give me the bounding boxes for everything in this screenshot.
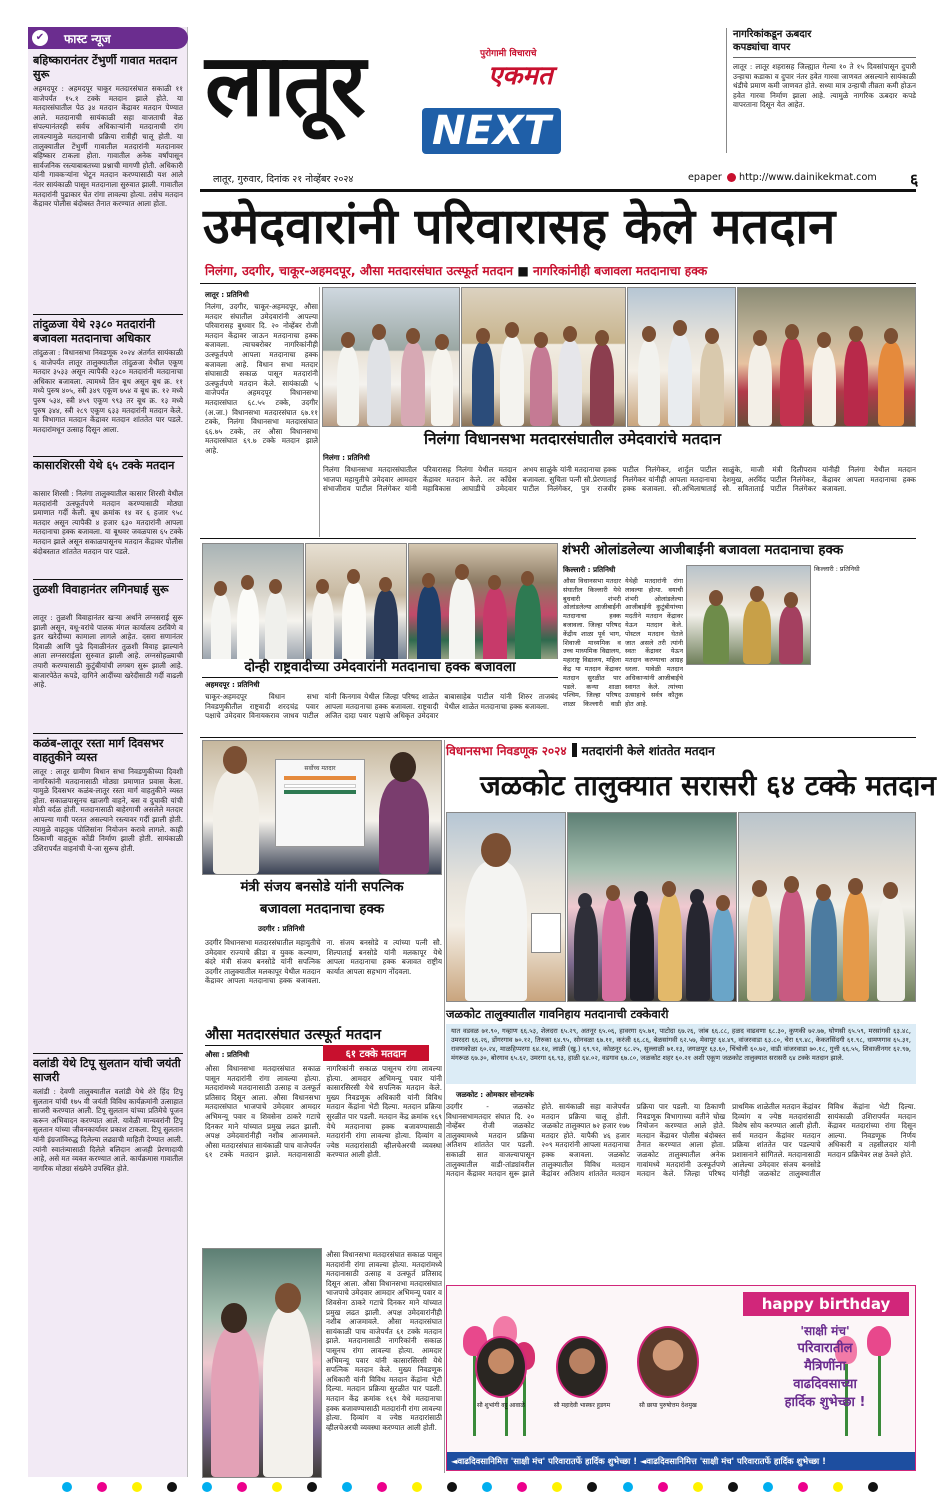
masthead-next: NEXT bbox=[422, 108, 561, 154]
lead-subhead bbox=[205, 262, 917, 279]
ncp-body: चाकूर-अहमदपूर विधान सभा निवडणुकीतील राष्ट्रवादी शरदचंद्र पवार पक्षाचे उमेदवार विनायकराव जाधव पाटील यांनी किनगाव येथील जिल्हा परिषद शाळेत आपला मतदानाचा हक्क बजावला. राष्ट्रवादी अजित दादा पवार पक्षाचे अधिकृत उमेदवार बाबासाहेब पाटील यांनी शिरुर ताजबंद येथील शाळेत मतदानाचा हक्क बजावला. bbox=[205, 692, 558, 721]
column-rule bbox=[444, 740, 445, 1473]
lead-byline: लातूर : प्रतिनिधी bbox=[205, 290, 249, 299]
aaji-note: किल्लारी : प्रतिनिधी bbox=[814, 565, 860, 573]
candidate-family-photo bbox=[627, 287, 736, 427]
fast-news-item bbox=[33, 737, 183, 1047]
divider bbox=[33, 733, 183, 734]
ncp-candidate-photo bbox=[202, 543, 304, 673]
fast-news-title: फास्ट न्यूज bbox=[64, 31, 111, 46]
birthday-banner-text: happy birthday bbox=[761, 1295, 891, 1313]
divider bbox=[33, 1053, 183, 1054]
banner-right: मतदारांनी केले शांततेत मतदान bbox=[581, 743, 715, 758]
elderly-voter-photo bbox=[686, 565, 811, 665]
fast-news-body: कासार शिरसी : निलंगा तालुक्यातील कासार शिरसी येथील मतदारांनी उत्स्फूर्तपणे मतदान करण्यासाठी मोठ्या प्रमाणात गर्दी केली. बूथ क्रमांक १४ वर ६ हजार ९५८ मतदार असून त्यापैकी ४ हजार ६३० मतदारांनी आपला मतदानाचा हक्क बजावला. या बूथवर जवळपास ६५ टक्के मतदान झाले असून सकाळपासूनच मतदान केंद्रावर पोलीस बंदोबस्तात शांततेत मतदान पार पडले. bbox=[33, 489, 183, 556]
greeting-line-2: परिवारातील bbox=[797, 1341, 853, 1356]
nilanga-body: निलंगा विधानसभा मतदारसंघातील भाजपा महायुतीचे उमेदवार आमदार संभाजीराव पाटील निलंगेकर यांनी परिवारासह निलंगा येथील मतदान केंद्रावर मतदान केले. तर काँग्रेस महाविकास आघाडीचे उमेदवार अभय साळुंके यांनी मतदानाचा हक्क बजावला. सुचिता पत्नी सौ.प्रेरणाताई पाटील निलंगेकर, पुत्र राजवीर पाटील निलंगेकर, शार्दुल पाटील निलंगेकर यांनीही आपला मतदानाचा हक्क बजावला. सौ.अभिलाषाताई साळुंके, माजी मंत्री दिलीपराव देशमुख, अरविंद पाटील निलंगेकर, सौ. सविताताई पाटील निलंगेकर यांनीही निलंगा येथील मतदान केंद्रावर आपला मतदानाचा हक्क बजावला. bbox=[323, 465, 916, 494]
jalkot-headline: जळकोट तालुक्यात सरासरी ६४ टक्के मतदान bbox=[480, 769, 936, 802]
person-name: सौ छाया पुरुषोत्तम देशमुख bbox=[639, 1402, 697, 1409]
lead-headline: उमेदवारांनी परिवारासह केले मतदान bbox=[203, 198, 836, 255]
birthday-greeting bbox=[737, 1322, 913, 1412]
aaji-body-continued bbox=[814, 565, 916, 665]
fast-news-body: लातूर : लातूर ग्रामीण विधान सभा निवडणुकीच्या दिवशी नागरिकांनी मतदानासाठी मोठ्या प्रमाणात प्रवास केला. यामुळे दिवसभर कळंब-लातूर रस्ता मार्ग वाहतुकीने व्यस्त होता. सकाळपासूनच खाजगी वाहने, बस व दुचाकी यांची मोठी वर्दळ होती. मतदानासाठी बाहेरगावी असलेले मतदार आपल्या गावी परतत असल्याने रस्त्यावर गर्दी झाली होती. त्यामुळे वाहतूक पोलिसांना नियोजन करावे लागले. काही ठिकाणी वाहतूक कोंडी निर्माण झाली होती. सायंकाळी उशिरापर्यंत वाहनांची ये-जा सुरूच होती. bbox=[33, 767, 183, 853]
lead-body: निलंगा, उदगीर, चाकूर-अहमदपूर, औसा मतदार संघातील उमेदवारांनी आपल्या परिवारासह बुधवार दि. २० नोव्हेंबर रोजी मतदान केंद्रावर जाऊन मतदानाचा हक्क बजावला. त्याचबरोबर नागरिकांनीही उत्स्फूर्तपणे आपला मतदानाचा हक्क बजावला आहे. विधान सभा मतदार संघासाठी सकाळ पासून मतदारांनी उत्स्फूर्तपणे मतदान केले. सायंकाळी ५ वाजेपर्यंत अहमदपूर विधानसभा मतदारसंघात ६८.५५ टक्के, उदगीर (अ.जा.) विधानसभा मतदारसंघात ६७.११ टक्के, निलंगा विधानसभा मतदारसंघात ६६.७५ टक्के, तर औसा विधानसभा मतदारसंघात ६९.७ टक्के मतदान झाले आहे. bbox=[205, 302, 318, 455]
masthead-brand: लातूर bbox=[205, 36, 364, 136]
ausa-headline: औसा मतदारसंघात उत्स्फूर्त मतदान bbox=[205, 1025, 381, 1046]
fast-news-item bbox=[33, 54, 183, 300]
jalkot-queue-photo bbox=[567, 812, 737, 1002]
fast-news-body: लातूर : तुळशी विवाहानंतर खऱ्या अर्थाने लग्नसराई सुरू झाली असून, वधू-वरांचे पालक मंगल कार्यालय ठरविणे व इतर खरेदीच्या कामाला लागले आहेत. दसरा सणानंतर दिवाळी आणि पुढे दिवाळीनंतर तुळशी विवाह झाल्याने आता लग्नसराईला सुरुवात झाली आहे. लग्नसोहळ्याची तयारी करण्यासाठी कुटुंबीयांची लगबग सुरू झाली आहे. बाजारपेठेत कपडे, दागिने आदींच्या खरेदीसाठी गर्दी वाढली आहे. bbox=[33, 613, 183, 690]
top-right-box bbox=[726, 28, 916, 153]
ncp-caption: दोन्ही राष्ट्रवादीच्या उमेदवारांनी मतदानाचा हक्क बजावला bbox=[202, 659, 558, 678]
globe-icon bbox=[727, 173, 736, 182]
birthday-person bbox=[631, 1326, 705, 1410]
evm-poster bbox=[275, 759, 365, 847]
ncp-byline: अहमदपूर : प्रतिनिधी bbox=[205, 680, 260, 689]
aaji-headline: शंभरी ओलांडलेल्या आजीबाईंनी बजावला मतदानाचा हक्क bbox=[562, 543, 844, 558]
ncp-candidate-photo bbox=[305, 543, 407, 673]
divider bbox=[200, 737, 916, 738]
fast-news-body: तांदुळजा : विधानसभा निवडणूक २०२४ अंतर्गत सायंकाळी ६ वाजेपर्यंत लातूर तालुक्यातील तांदुळजा येथील एकूण मतदार ३५३३ असून त्यापैकी २३८० मतदारांनी मतदानाचा अधिकार बजावला. त्यामध्ये तिन बूथ असून बूथ क्र. ११ मध्ये पुरुष ४०५, स्त्री ३४९ एकूण ७५४ व बूथ क्र. १२ मध्ये पुरुष ५३४, स्त्री ४५९ एकूण ९९३ तर बूथ क्र. १३ मध्ये पुरुष ३४४, स्त्री २८९ एकूण ६३३ मतदारांनी मतदान केले. या विभागात मतदान केंद्रावर मतदान शांततेत पार पडले. मतदारांमधून उत्साह दिसून आला. bbox=[33, 348, 183, 434]
jalkot-table bbox=[446, 1024, 916, 1084]
aaji-body: औसा विधानसभा मतदार संघातील किल्लारी येथे बुधवारी शंभरी ओलांडलेल्या आजीबाईंनी मतदानाचा हक्क बजावला. जिल्हा परिषद केंद्रीय शाळा पूर्व भाग, शिवाजी माध्यमिक व उच्च माध्यमिक विद्यालय, महाराष्ट्र विद्यालय, महिला केंद्र या मतदान केंद्रावर मतदान सुरळीत पार पडले. कन्या शाळा पश्चिम, जिल्हा परिषद शाळा किल्लारी वाडी येथेही मतदारांनी रांगा लावल्या होत्या. वयाची शंभरी ओलांडलेल्या आजीबाईंनी कुटुंबीयांच्या मदतीने मतदान केंद्रावर येऊन मतदान केले. पोस्टल मतदान घेतले जात असले तरी त्यांनी स्वतः केंद्रावर येऊन मतदान करण्याचा आग्रह धरला. यावेळी मतदान अधिकाऱ्यांनी आजीबाईंचे स्वागत केले. त्यांच्या उत्साहाचे सर्वत्र कौतुक होत आहे. bbox=[563, 577, 683, 709]
ausa-box bbox=[323, 1045, 429, 1061]
avatar bbox=[556, 1336, 608, 1398]
minister-caption-2: बजावला मतदानाचा हक्क bbox=[202, 900, 442, 920]
minister-voting-photo bbox=[202, 740, 442, 875]
ausa-continued-text: औसा विधानसभा मतदारसंघात सकाळ पासून मतदारांनी रांगा लावल्या होत्या. मतदारांमध्ये मतदानासाठी उत्साह व उत्स्फूर्त प्रतिसाद दिसून आला. औसा विधानसभा मतदारसंघात भाजपाचे उमेदवार आमदार अभिमन्यू पवार व शिवसेना ठाकरे गटाचे दिनकर माने यांच्यात प्रमुख लढत झाली. अपक्ष उमेदवारांनीही नशीब आजमावले. औसा मतदारसंघात सायंकाळी पाच वाजेपर्यंत ६१ टक्के मतदान झाले. मतदानासाठी नागरिकांनी सकाळ पासूनच रांगा लावल्या होत्या. आमदार अभिमन्यू पवार यांनी कासारसिरसी येथे सपत्निक मतदान केले. मुख्य निवडणूक अधिकारी यांनी विविध मतदान केंद्रांना भेटी दिल्या. मतदान प्रक्रिया सुरळीत पार पडली. मतदान केंद्र क्रमांक १६९ येथे मतदानाचा हक्क बजावण्यासाठी मतदारांनी रांगा लावल्या होत्या. दिव्यांग व ज्येष्ठ मतदारांसाठी व्हीलचेअरची व्यवस्था करण्यात आली होती. bbox=[326, 1250, 442, 1432]
fast-news-headline: तुळशी विवाहानंतर लगिनघाई सुरू bbox=[33, 583, 169, 596]
fast-news-item bbox=[33, 318, 183, 454]
person-name: सौ महादेवी भास्कर हुडगम bbox=[553, 1402, 611, 1409]
jalkot-women-queue-photo bbox=[738, 812, 916, 1002]
jalkot-table-title: जळकोट तालुक्यातील गावनिहाय मतदानाची टक्केवारी bbox=[446, 1005, 916, 1023]
ausa-couple-photo bbox=[202, 1248, 322, 1478]
fast-news-headline: बहिष्कारानंतर टेंभुर्णी गावात मतदान सुरू bbox=[33, 54, 178, 81]
nilanga-byline: निलंगा : प्रतिनिधी bbox=[323, 453, 370, 462]
nilanga-caption: निलंगा विधानसभा मतदारसंघातील उमेदवारांचे मतदान bbox=[418, 428, 727, 450]
subhead-bullet: ■ bbox=[517, 264, 534, 278]
fast-news-header bbox=[28, 27, 188, 49]
fast-news-item bbox=[33, 1057, 183, 1469]
fast-news-item bbox=[33, 459, 183, 575]
birthday-person bbox=[551, 1336, 613, 1410]
divider bbox=[33, 579, 183, 580]
lokmat-logo: एकमत bbox=[488, 61, 553, 91]
website-url: http://www.dainikekmat.com bbox=[739, 172, 877, 183]
box-body: लातूर : लातूर शहरासह जिल्ह्यात गेल्या १० ते १५ दिवसांपासून दुपारी उन्हाचा कडाका व दुपार नंतर हवेत गारवा जाणवत असल्याने सायंकाळी थंडीचे प्रमाण कमी जाणवत होते. सध्या मात्र उन्हाची तीव्रता कमी होऊन हवेत गारवा निर्माण झाला आहे. त्यामुळे नागरिक ऊबदार कपडे वापरताना दिसून येत आहेत. bbox=[733, 62, 916, 110]
fast-news-headline: कळंब-लातूर रस्ता मार्ग दिवसभर वाहतुकीने व्यस्त bbox=[33, 737, 164, 764]
dateline: लातूर, गुरुवार, दिनांक २१ नोव्हेंबर २०२४ bbox=[213, 174, 354, 185]
ticker-text: ◄वाढदिवसानिमित्त 'साक्षी मंच' परिवारातर्फे हार्दिक शुभेच्छा ! ◄वाढदिवसानिमित्त 'साक्षी मंच' परिवारातर्फे हार्दिक शुभेच्छा ! bbox=[451, 1455, 826, 1466]
minister-caption-1: मंत्री संजय बनसोडे यांनी सपत्निक bbox=[202, 878, 442, 898]
birthday-ad bbox=[446, 1285, 916, 1471]
masthead-rule bbox=[200, 189, 916, 192]
fast-news-item bbox=[33, 583, 183, 729]
jalkot-banner bbox=[446, 740, 916, 760]
jalkot-table-text: यात वडवळ ७१.९०, गव्हाण ६६.५३, शेलदरा ६५.२९, अतनूर ६५.०६, हावरगा ६५.७१, पाटोदा ६७.२६, जांब ६६.८८, हळद वाढवणा ६८.३०, कुणकी ७२.७७, घोणसी ६५.५९, मरसांगवी ६३.४८, उमरदरा ६६.२६, डोंगरगाव ७०.१२, तिरुका ६४.९५, सोनवळा ६७.११, करंजी ६६.८६, बेळसांगवी ६२.५७, मेवापूर ६४.४९, वांजरवाडा ६३.८०, चेरा ६९.४८, केकतसिंदगी ६१.९८, धामणगाव ६५.३१, रावणकोळा ६०.२४, माळहिप्परगा ६४.१४, लाळी (खु.) ६९.९२, कोळनूर ६८.२५, सुल्लाळी ७१.१३, जगळपूर ६३.६०, चिंचोली ६०.७२, वाडी वांजरवाडा ७०.१८, गुत्ती ६६.५५, शिवाजीनगर ६२.९७, मंगरूळ ६७.३०, बोरगाव ६५.६२, उमरगा ६६.९३, हाळी ६४.०२, वडगाव ६७.८०, जळकोट शहर ६०.२१ अशी एकूण जळकोट तालुक्यात सरासरी ६४ टक्के मतदान झाले. bbox=[451, 1027, 911, 1062]
banner-sep bbox=[572, 743, 577, 757]
evm-icon bbox=[531, 913, 561, 953]
subhead-right: नागरिकांनीही बजावला मतदानाचा हक्क bbox=[533, 264, 708, 278]
ausa-box-title: ६१ टक्के मतदान bbox=[345, 1049, 407, 1060]
avatar bbox=[637, 1326, 699, 1398]
divider bbox=[200, 538, 916, 539]
birthday-ticker bbox=[447, 1452, 916, 1470]
lokmat-tagline: पुरोगामी विचाराचे bbox=[480, 49, 537, 59]
epaper-label: epaper bbox=[688, 172, 722, 183]
fast-news-headline: वलांडी येथे टिपू सुलतान यांची जयंती साजरी bbox=[33, 1057, 181, 1084]
subhead-left: निलंगा, उदगीर, चाकूर-अहमदपूर, औसा मतदारसंघात उत्स्फूर्त मतदान bbox=[205, 264, 513, 278]
jalkot-body: उदगीर - जळकोट विधानसभामतदार संघात दि. २० नोव्हेंबर रोजी जळकोट तालुक्यामध्ये मतदान प्रक्रिया अतिशय शांततेत पार पडली. सकाळी सात वाजल्यापासून तालुक्यातील वाडी-तांड्यांवरील मतदान केंद्रावर मतदान सुरू झाले होते. सायंकाळी सहा वाजेपर्यंत मतदान प्रक्रिया चालू होती. जळकोट तालुक्यात ७२ हजार १७७ मतदार होते. यापैकी ४६ हजार २०९ मतदारांनी आपला मतदानाचा हक्क बजावला. जळकोट तालुक्यातील विविध मतदान केंद्रांवर अतिशय शांततेत मतदान प्रक्रिया पार पडली. या ठिकाणी निवडणूक विभागाच्या वतीने चोख नियोजन करण्यात आले होते. मतदान केंद्रावर पोलीस बंदोबस्त तैनात करण्यात आला होता. जळकोट तालुक्यातील अनेक गावांमध्ये मतदारांनी उत्स्फूर्तपणे मतदान केले. जिल्हा परिषद प्राथमिक शाळेतील मतदान केंद्रांवर दिव्यांग व ज्येष्ठ मतदारांसाठी विशेष सोय करण्यात आली होती. सर्व मतदान केंद्रांवर मतदान प्रक्रिया शांततेत पार पडल्याचे प्रशासनाने सांगितले. मतदानासाठी आलेल्या उमेदवार संजय बनसोडे यांनीही जळकोट तालुक्यातील विविध केंद्रांना भेटी दिल्या. सायंकाळी उशिरापर्यंत मतदान केंद्रावर मतदारांच्या रांगा दिसून आल्या. निवडणूक निर्णय अधिकारी व तहसीलदार यांनी मतदान प्रक्रियेवर लक्ष ठेवले होते. bbox=[446, 1102, 916, 1179]
registration-marks bbox=[60, 1482, 880, 1496]
page-number: ६ bbox=[910, 170, 919, 189]
banner-left: विधानसभा निवडणूक २०२४ bbox=[446, 743, 567, 758]
aaji-byline: किल्लारी : प्रतिनिधी bbox=[563, 565, 616, 574]
evm-poster-text: सर्वोच्च मतदार bbox=[304, 765, 336, 772]
fast-news-body: अहमदपूर : अहमदपूर चाकूर मतदारसंघात सकाळी ११ वाजेपर्यंत १५.१ टक्के मतदान झाले होते. या मतदारसंघातील पेठ ३४ मतदान केंद्रावर मतदान पेण्यात आले. मतदानाची सायंकाळी सहा वाजताची वेळ संपल्यानंतरही सर्वच अधिकाऱ्यांनी मतदानाची रांग लावल्यामुळे मतदानाची प्रक्रिया रात्रीही चालू होती. या तालुक्यातील टेंभुर्णी गावातील मतदारांनी मतदानावर बहिष्कार टाकला होता. गावातील अनेक वर्षांपासून सार्वजनिक रस्त्याबाबतच्या प्रश्नाची मागणी होती. अधिकारी यांनी गावकऱ्यांना भेटून मतदान करण्यासाठी यश आले नंतर सायंकाळी पासून मतदानाला सुरुवात झाली. गावातील मतदारांनी पुढाकार घेत रांगा लावल्या होत्या. तसेच मतदान केंद्रावर पोलीस बंदोबस्त तैनात करण्यात आला होता. bbox=[33, 84, 183, 209]
jalkot-byline: जळकोट : ओमकार सोनटक्के bbox=[456, 1090, 534, 1099]
fast-news-headline: तांदुळजा येथे २३८० मतदारांनी बजावला मतदानाचा अधिकार bbox=[33, 318, 155, 345]
fast-news-headline: कासारशिरसी येथे ६५ टक्के मतदान bbox=[33, 459, 175, 472]
column-rule bbox=[319, 287, 320, 537]
birthday-banner bbox=[743, 1292, 909, 1316]
minister-body: उदगीर विधानसभा मतदारसंघातील महायुतीचे उमेदवार राज्याचे क्रीडा व युवक कल्याण, बंदरे मंत्री संजय बनसोडे यांनी सपत्निक उदगीर तालुक्यातील मलकापूर येथील मतदान केंद्रावर आपला मतदानाचा हक्क बजावला. ना. संजय बनसोडे व त्यांच्या पत्नी सौ. शिल्पाताई बनसोडे यांनी मलकापूर येथे आपला मतदानाचा हक्क बजावत राष्ट्रीय कार्यात आपला सहभाग नोंदवला. bbox=[205, 938, 442, 986]
candidate-family-photo bbox=[461, 287, 626, 427]
greeting-line-5: हार्दिक शुभेच्छा ! bbox=[784, 1395, 866, 1410]
divider bbox=[200, 283, 916, 284]
divider bbox=[33, 456, 183, 457]
avatar bbox=[475, 1336, 527, 1398]
ausa-body-continued bbox=[326, 1250, 442, 1475]
fast-news-icon: ✔ bbox=[32, 30, 48, 46]
candidate-family-photo bbox=[737, 287, 916, 427]
ausa-byline: औसा : प्रतिनिधी bbox=[205, 1050, 250, 1059]
greeting-line-4: वाढदिवसाच्या bbox=[793, 1377, 857, 1392]
jalkot-voter-photo bbox=[446, 812, 566, 1002]
person-name: सौ शुभांगी वट्टू आवाळे bbox=[477, 1402, 525, 1409]
divider bbox=[33, 314, 183, 315]
group-name: 'साक्षी मंच' bbox=[800, 1324, 850, 1338]
ncp-candidate-photo bbox=[408, 543, 558, 673]
box-headline-1: नागरिकांकडून ऊबदार bbox=[733, 29, 812, 40]
fast-news-body: वलांडी : देवणी तालुक्यातील वलांडी येथे शेरे हिंद टिपू सुलतान यांची १७५ वी जयंती विविध कार्यक्रमांनी उत्साहात साजरी करण्यात आली. टिपू सुलतान यांच्या प्रतिमेचे पूजन करून अभिवादन करण्यात आले. यावेळी मान्यवरांनी टिपू सुलतान यांच्या जीवनकार्यावर प्रकाश टाकला. टिपू सुलतान यांनी इंग्रजांविरुद्ध दिलेल्या लढ्याची माहिती देण्यात आली. त्यांनी स्वातंत्र्यासाठी दिलेले बलिदान आजही प्रेरणादायी आहे, असे मत व्यक्त करण्यात आले. कार्यक्रमास गावातील नागरिक मोठ्या संख्येने उपस्थित होते. bbox=[33, 1087, 183, 1173]
greeting-line-3: मैत्रिणींना bbox=[804, 1359, 846, 1374]
minister-byline: उदगीर : प्रतिनिधी bbox=[258, 924, 305, 933]
box-headline-2: कपड्यांचा वापर bbox=[733, 41, 916, 58]
ausa-body: औसा विधानसभा मतदारसंघात सकाळ पासून मतदारांनी रांगा लावल्या होत्या. मतदारांमध्ये मतदानासाठी उत्साह व उत्स्फूर्त प्रतिसाद दिसून आला. औसा विधानसभा मतदारसंघात भाजपाचे उमेदवार आमदार अभिमन्यू पवार व शिवसेना ठाकरे गटाचे दिनकर माने यांच्यात प्रमुख लढत झाली. अपक्ष उमेदवारांनीही नशीब आजमावले. औसा मतदारसंघात सायंकाळी पाच वाजेपर्यंत ६१ टक्के मतदान झाले. मतदानासाठी नागरिकांनी सकाळ पासूनच रांगा लावल्या होत्या. आमदार अभिमन्यू पवार यांनी कासारसिरसी येथे सपत्निक मतदान केले. मुख्य निवडणूक अधिकारी यांनी विविध मतदान केंद्रांना भेटी दिल्या. मतदान प्रक्रिया सुरळीत पार पडली. मतदान केंद्र क्रमांक १६९ येथे मतदानाचा हक्क बजावण्यासाठी मतदारांनी रांगा लावल्या होत्या. दिव्यांग व ज्येष्ठ मतदारांसाठी व्हीलचेअरची व्यवस्था करण्यात आली होती. bbox=[205, 1064, 442, 1160]
candidate-family-photo bbox=[322, 287, 460, 427]
birthday-person bbox=[471, 1336, 531, 1410]
